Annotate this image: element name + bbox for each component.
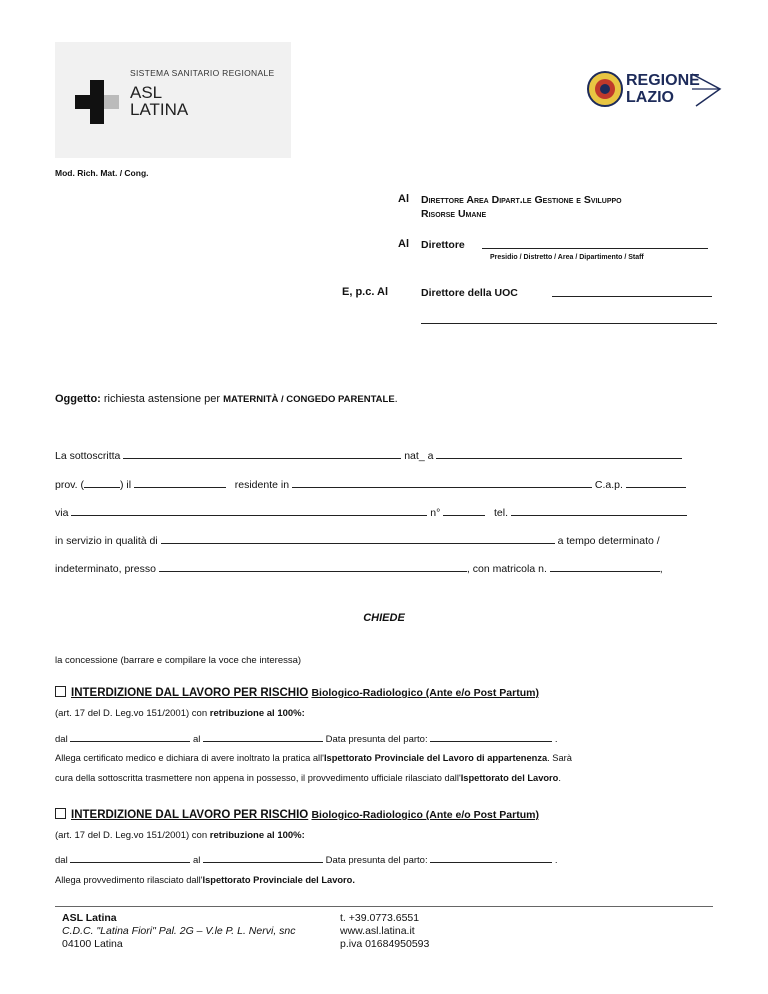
footer-contacts: t. +39.0773.6551 www.asl.latina.it p.iva 01684950593 bbox=[340, 912, 430, 950]
line-sottoscritta: La sottoscritta nat_ a bbox=[55, 448, 717, 462]
addressee-3-label: Direttore della UOC bbox=[421, 287, 518, 299]
addressee-2-label: Direttore bbox=[421, 239, 465, 251]
street-number-field[interactable] bbox=[443, 505, 485, 516]
section-2-birth-date-field[interactable] bbox=[430, 852, 552, 863]
addressee-1: Direttore Area Dipart.le Gestione e Sviluppo Risorse Umane bbox=[421, 194, 622, 220]
section-2-to-field[interactable] bbox=[203, 852, 323, 863]
section-2-note: Allega provvedimento rilasciato dall'Ispettorato Provinciale del Lavoro. bbox=[55, 875, 355, 885]
street-field[interactable] bbox=[71, 505, 427, 516]
section-2-checkbox[interactable] bbox=[55, 808, 66, 819]
regione-lazio-wordmark: REGIONE LAZIO bbox=[626, 72, 700, 106]
section-2-dates: dal al Data presunta del parto: . bbox=[55, 852, 558, 866]
section-1-title: INTERDIZIONE DAL LAVORO PER RISCHIO Biologico-Radiologico (Ante e/o Post Partum) bbox=[55, 686, 539, 699]
cap-field[interactable] bbox=[626, 477, 686, 488]
concessione-text: la concessione (barrare e compilare la voce che interessa) bbox=[55, 655, 302, 666]
chiede-heading: CHIEDE bbox=[363, 612, 405, 624]
section-2-law: (art. 17 del D. Leg.vo 151/2001) con retribuzione al 100%: bbox=[55, 830, 305, 841]
line-via: via n° tel. bbox=[55, 505, 687, 519]
line-indeterminato: indeterminato, presso , con matricola n. , bbox=[55, 563, 663, 575]
addressee-2-note: Presidio / Distretto / Area / Dipartimento / Staff bbox=[490, 254, 644, 261]
birthplace-field[interactable] bbox=[436, 448, 682, 459]
addressee-1-prefix: Al bbox=[398, 193, 409, 205]
section-1-law: (art. 17 del D. Leg.vo 151/2001) con retribuzione al 100%: bbox=[55, 708, 305, 719]
footer-address: ASL Latina C.D.C. "Latina Fiori" Pal. 2G – V.le P. L. Nervi, snc 04100 Latina bbox=[62, 912, 296, 950]
residence-field[interactable] bbox=[292, 477, 592, 488]
addressee-3-field-line2[interactable] bbox=[421, 313, 717, 324]
section-1-note-1: Allega certificato medico e dichiara di avere inoltrato la pratica all'Ispettorato Provinciale del Lavoro di appartenenza. Sarà bbox=[55, 753, 572, 763]
asl-cross-logo-icon bbox=[75, 80, 119, 124]
section-1-birth-date-field[interactable] bbox=[430, 731, 552, 742]
workplace-field[interactable] bbox=[159, 561, 467, 572]
section-2-title: INTERDIZIONE DAL LAVORO PER RISCHIO Biologico-Radiologico (Ante e/o Post Partum) bbox=[55, 808, 539, 821]
line-servizio: in servizio in qualità di a tempo determinato / bbox=[55, 535, 660, 547]
section-2-from-field[interactable] bbox=[70, 852, 190, 863]
addressee-3-prefix: E, p.c. Al bbox=[342, 286, 389, 298]
regione-lazio-emblem-icon bbox=[586, 70, 624, 108]
section-1-dates: dal al Data presunta del parto: . bbox=[55, 731, 558, 745]
role-field[interactable] bbox=[161, 533, 555, 544]
phone-field[interactable] bbox=[511, 505, 687, 516]
footer-divider bbox=[55, 906, 713, 907]
addressee-2-prefix: Al bbox=[398, 238, 409, 250]
section-1-to-field[interactable] bbox=[203, 731, 323, 742]
section-1-from-field[interactable] bbox=[70, 731, 190, 742]
form-reference: Mod. Rich. Mat. / Cong. bbox=[55, 168, 149, 178]
section-1-note-2: cura della sottoscritta trasmettere non appena in possesso, il provvedimento ufficiale rilasciato dall'Ispettorato del Lavoro. bbox=[55, 773, 561, 783]
prov-field[interactable] bbox=[84, 477, 120, 488]
line-prov: prov. ( ) il residente in C.a.p. bbox=[55, 477, 686, 491]
addressee-2-field[interactable] bbox=[482, 238, 708, 249]
regione-lazio-chevron-icon bbox=[690, 72, 724, 108]
subject-line: Oggetto: richiesta astensione per MATERNITÀ / CONGEDO PARENTALE. bbox=[55, 393, 398, 405]
matricola-field[interactable] bbox=[550, 561, 660, 572]
birthdate-field[interactable] bbox=[134, 477, 226, 488]
org-system-label: SISTEMA SANITARIO REGIONALE bbox=[130, 68, 275, 78]
section-1-checkbox[interactable] bbox=[55, 686, 66, 697]
addressee-3-field[interactable] bbox=[552, 286, 712, 297]
org-name: ASL LATINA bbox=[130, 83, 189, 119]
name-field[interactable] bbox=[123, 448, 401, 459]
